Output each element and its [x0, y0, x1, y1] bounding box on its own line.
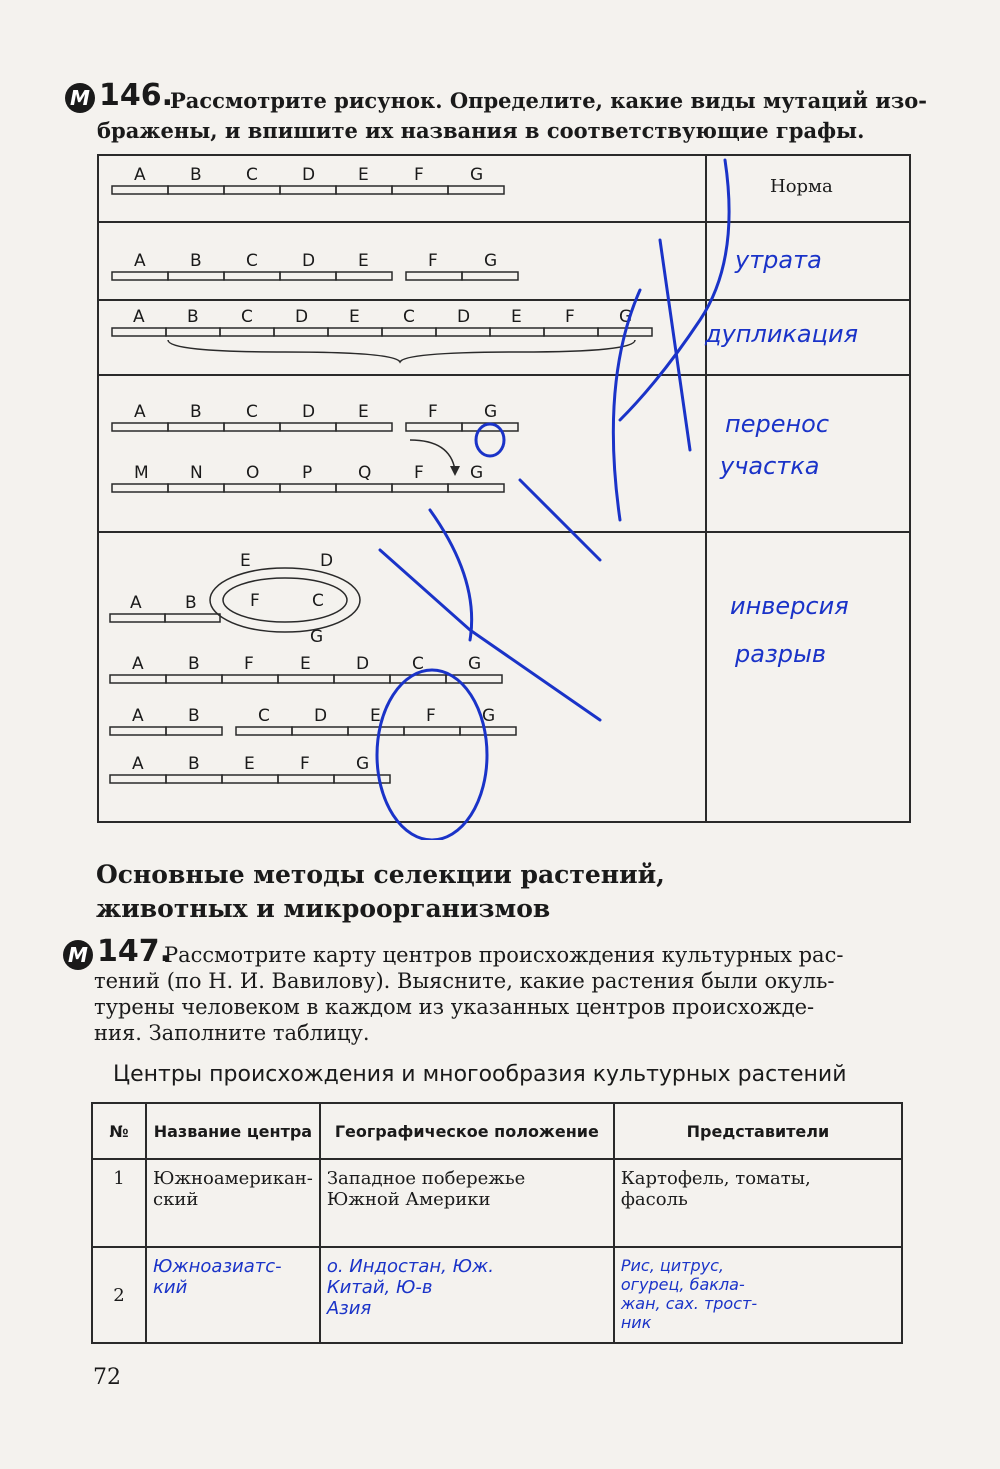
chromosome-letter: A — [132, 706, 144, 726]
chromosome-segment — [336, 484, 392, 492]
chromosome-letter: P — [302, 463, 313, 483]
chromosome-letter: B — [190, 165, 202, 185]
chromosome-letter: D — [314, 706, 328, 726]
task-146-text-line1: Рассмотрите рисунок. Определите, какие виды мутаций изо- — [170, 88, 927, 113]
norma-label: Норма — [770, 176, 833, 197]
cell-geo: Западное побережье Южной Америки — [320, 1159, 614, 1247]
chromosome-letter: Q — [358, 463, 372, 483]
chromosome-letter: F — [300, 754, 310, 774]
table-row — [92, 1247, 902, 1343]
chromosome-segment — [280, 186, 336, 194]
loop-letter: C — [312, 591, 324, 611]
chromosome-letter: F — [428, 402, 438, 422]
pen-stroke-4 — [520, 480, 600, 560]
chromosome-segment — [165, 614, 220, 622]
chromosome-segment — [280, 484, 336, 492]
chromosome-letter: F — [244, 654, 254, 674]
task-146-text-line2: бражены, и впишите их названия в соответствующие графы. — [97, 118, 865, 143]
centers-table-header — [92, 1103, 902, 1159]
chromosome-letter: F — [428, 251, 438, 271]
centers-table-caption: Центры происхождения и многообразия культурных растений — [113, 1062, 847, 1087]
pen-stroke-3 — [660, 240, 690, 450]
centers-table — [91, 1102, 903, 1344]
chromosome-segment — [278, 675, 334, 683]
chromosome-segment — [168, 186, 224, 194]
chromosome-letter: G — [470, 165, 484, 185]
chromosome-segment — [236, 727, 292, 735]
chromosome-letter: A — [134, 251, 146, 271]
table-row — [92, 1159, 902, 1247]
chromosome-letter: N — [190, 463, 203, 483]
chromosome-letter: B — [188, 654, 200, 674]
cell-geo-handwritten: о. Индостан, Юж. Китай, Ю-в Азия — [320, 1247, 614, 1343]
chromosome-segment — [460, 727, 516, 735]
chromosome-letter: G — [484, 251, 498, 271]
chromosome-segment — [112, 423, 168, 431]
pen-stroke-6 — [430, 510, 472, 640]
task-147-text-line2: тений (по Н. И. Вавилову). Выясните, какие растения были окуль- — [94, 969, 835, 993]
chromosome-letter: G — [482, 706, 496, 726]
chromosome-segment — [224, 423, 280, 431]
cell-num: 2 — [92, 1247, 146, 1343]
chromosome-letter: D — [356, 654, 370, 674]
cell-num: 1 — [92, 1159, 146, 1247]
hw-break: разрыв — [735, 640, 827, 668]
chromosome-segment — [348, 727, 404, 735]
chromosome-letter: D — [302, 165, 316, 185]
chromosome-segment — [490, 328, 544, 336]
chromosome-letter: E — [511, 307, 522, 327]
chromosome-segment — [448, 186, 504, 194]
hw-deletion: утрата — [735, 246, 822, 274]
chromosome-segment — [222, 675, 278, 683]
task-146-number: 146. — [99, 78, 174, 113]
chromosome-segment — [328, 328, 382, 336]
section-title-line1: Основные методы селекции растений, — [96, 860, 665, 889]
loop-letter: D — [320, 551, 334, 571]
chromosome-segment — [274, 328, 328, 336]
chromosome-segment — [336, 186, 392, 194]
chromosome-segment — [392, 484, 448, 492]
task-147-text-line1: Рассмотрите карту центров происхождения культурных рас- — [164, 943, 844, 967]
header-name: Название центра — [146, 1103, 320, 1159]
section-title — [96, 858, 665, 926]
chromosome-segment — [336, 423, 392, 431]
chromosome-letter: F — [426, 706, 436, 726]
chromosome-letter: C — [241, 307, 253, 327]
chromosome-letter: C — [246, 165, 258, 185]
task-147-text-line4: ния. Заполните таблицу. — [94, 1021, 370, 1045]
chromosome-letter: A — [134, 165, 146, 185]
chromosome-segment — [222, 775, 278, 783]
chromosome-segment — [392, 186, 448, 194]
chromosome-letter: G — [468, 654, 482, 674]
chromosome-segment — [224, 186, 280, 194]
chromosome-letter: C — [412, 654, 424, 674]
chromosome-segment — [448, 484, 504, 492]
chromosome-letter: B — [188, 706, 200, 726]
chromosome-letter: B — [185, 593, 197, 613]
chromosome-letter: C — [258, 706, 270, 726]
header-reps: Представители — [614, 1103, 902, 1159]
duplication-brace — [168, 340, 635, 362]
chromosome-segment — [390, 675, 446, 683]
chromosome-letter: F — [414, 165, 424, 185]
chromosome-letter: E — [244, 754, 255, 774]
chromosome-letter: E — [370, 706, 381, 726]
chromosome-letter: M — [134, 463, 149, 483]
pen-stroke-1 — [620, 160, 729, 420]
chromosome-segment — [168, 484, 224, 492]
chromosome-letter: D — [302, 251, 316, 271]
cell-reps-handwritten: Рис, цитрус, огурец, бакла- жан, сах. трост- ник — [614, 1247, 902, 1343]
chromosome-segment — [110, 675, 166, 683]
cell-name-handwritten: Южноазиатс- кий — [146, 1247, 320, 1343]
chromosome-segment — [406, 423, 462, 431]
chromosome-segment — [112, 328, 166, 336]
chromosome-letter: F — [414, 463, 424, 483]
chromosome-letter: O — [246, 463, 260, 483]
chromosome-segment — [334, 675, 390, 683]
cell-name: Южноамерикан- ский — [146, 1159, 320, 1247]
chromosome-letter: A — [132, 654, 144, 674]
chromosome-letter: G — [470, 463, 484, 483]
task-147-text-line3: турены человеком в каждом из указанных центров происхожде- — [94, 995, 815, 1019]
chromosome-segment — [382, 328, 436, 336]
chromosome-segment — [404, 727, 460, 735]
chromosome-letter: C — [246, 402, 258, 422]
chromosome-letter: G — [356, 754, 370, 774]
chromosome-letter: C — [246, 251, 258, 271]
header-num: № — [92, 1103, 146, 1159]
hw-translocation-2: участка — [720, 452, 820, 480]
loop-letter: E — [240, 551, 251, 571]
chromosome-letter: B — [188, 754, 200, 774]
page-number: 72 — [93, 1365, 121, 1390]
chromosome-letter: D — [302, 402, 316, 422]
chromosome-segment — [166, 328, 220, 336]
chromosome-letter: B — [187, 307, 199, 327]
chromosome-segment — [112, 186, 168, 194]
chromosome-letter: C — [403, 307, 415, 327]
chromosome-segment — [462, 272, 518, 280]
chromosome-segment — [544, 328, 598, 336]
pen-circle-1 — [377, 670, 487, 840]
chromosome-letter: E — [349, 307, 360, 327]
cell-reps: Картофель, томаты, фасоль — [614, 1159, 902, 1247]
chromosome-segment — [224, 272, 280, 280]
chromosome-segment — [280, 272, 336, 280]
task-147-number: 147. — [97, 934, 172, 969]
chromosome-segment — [166, 727, 222, 735]
hw-duplication: дупликация — [705, 320, 858, 348]
chromosome-segment — [334, 775, 390, 783]
pen-circle-2 — [476, 424, 504, 456]
task-147-badge: М — [63, 940, 93, 970]
loop-letter: G — [310, 627, 324, 647]
chromosome-segment — [224, 484, 280, 492]
chromosome-segment — [278, 775, 334, 783]
chromosome-segment — [168, 423, 224, 431]
chromosome-letter: A — [130, 593, 142, 613]
chromosome-letter: A — [133, 307, 145, 327]
hw-inversion: инверсия — [730, 592, 849, 620]
task-146-badge: М — [65, 83, 95, 113]
section-title-line2: животных и микроорганизмов — [96, 894, 551, 923]
chromosome-segment — [110, 775, 166, 783]
chromosome-segment — [292, 727, 348, 735]
chromosome-letter: E — [358, 402, 369, 422]
chromosome-segment — [336, 272, 392, 280]
chromosome-letter: G — [619, 307, 633, 327]
chromosome-segment — [280, 423, 336, 431]
chromosome-segment — [406, 272, 462, 280]
hw-translocation-1: перенос — [725, 410, 830, 438]
chromosome-letter: B — [190, 251, 202, 271]
chromosome-segment — [436, 328, 490, 336]
chromosome-letter: A — [134, 402, 146, 422]
header-geo: Географическое положение — [320, 1103, 614, 1159]
chromosome-letter: E — [300, 654, 311, 674]
chromosome-letter: E — [358, 251, 369, 271]
chromosome-letter: A — [132, 754, 144, 774]
chromosome-segment — [112, 484, 168, 492]
chromosome-letter: D — [457, 307, 471, 327]
chromosome-letter: E — [358, 165, 369, 185]
chromosome-segment — [220, 328, 274, 336]
chromosome-segment — [110, 727, 166, 735]
chromosome-segment — [166, 675, 222, 683]
chromosome-letter: G — [484, 402, 498, 422]
chromosome-segment — [112, 272, 168, 280]
chromosome-letter: D — [295, 307, 309, 327]
chromosome-letter: B — [190, 402, 202, 422]
pen-stroke-5 — [380, 550, 600, 720]
chromosome-segment — [166, 775, 222, 783]
chromosome-segment — [168, 272, 224, 280]
loop-letter: F — [250, 591, 260, 611]
chromosome-segment — [110, 614, 165, 622]
chromosome-letter: F — [565, 307, 575, 327]
